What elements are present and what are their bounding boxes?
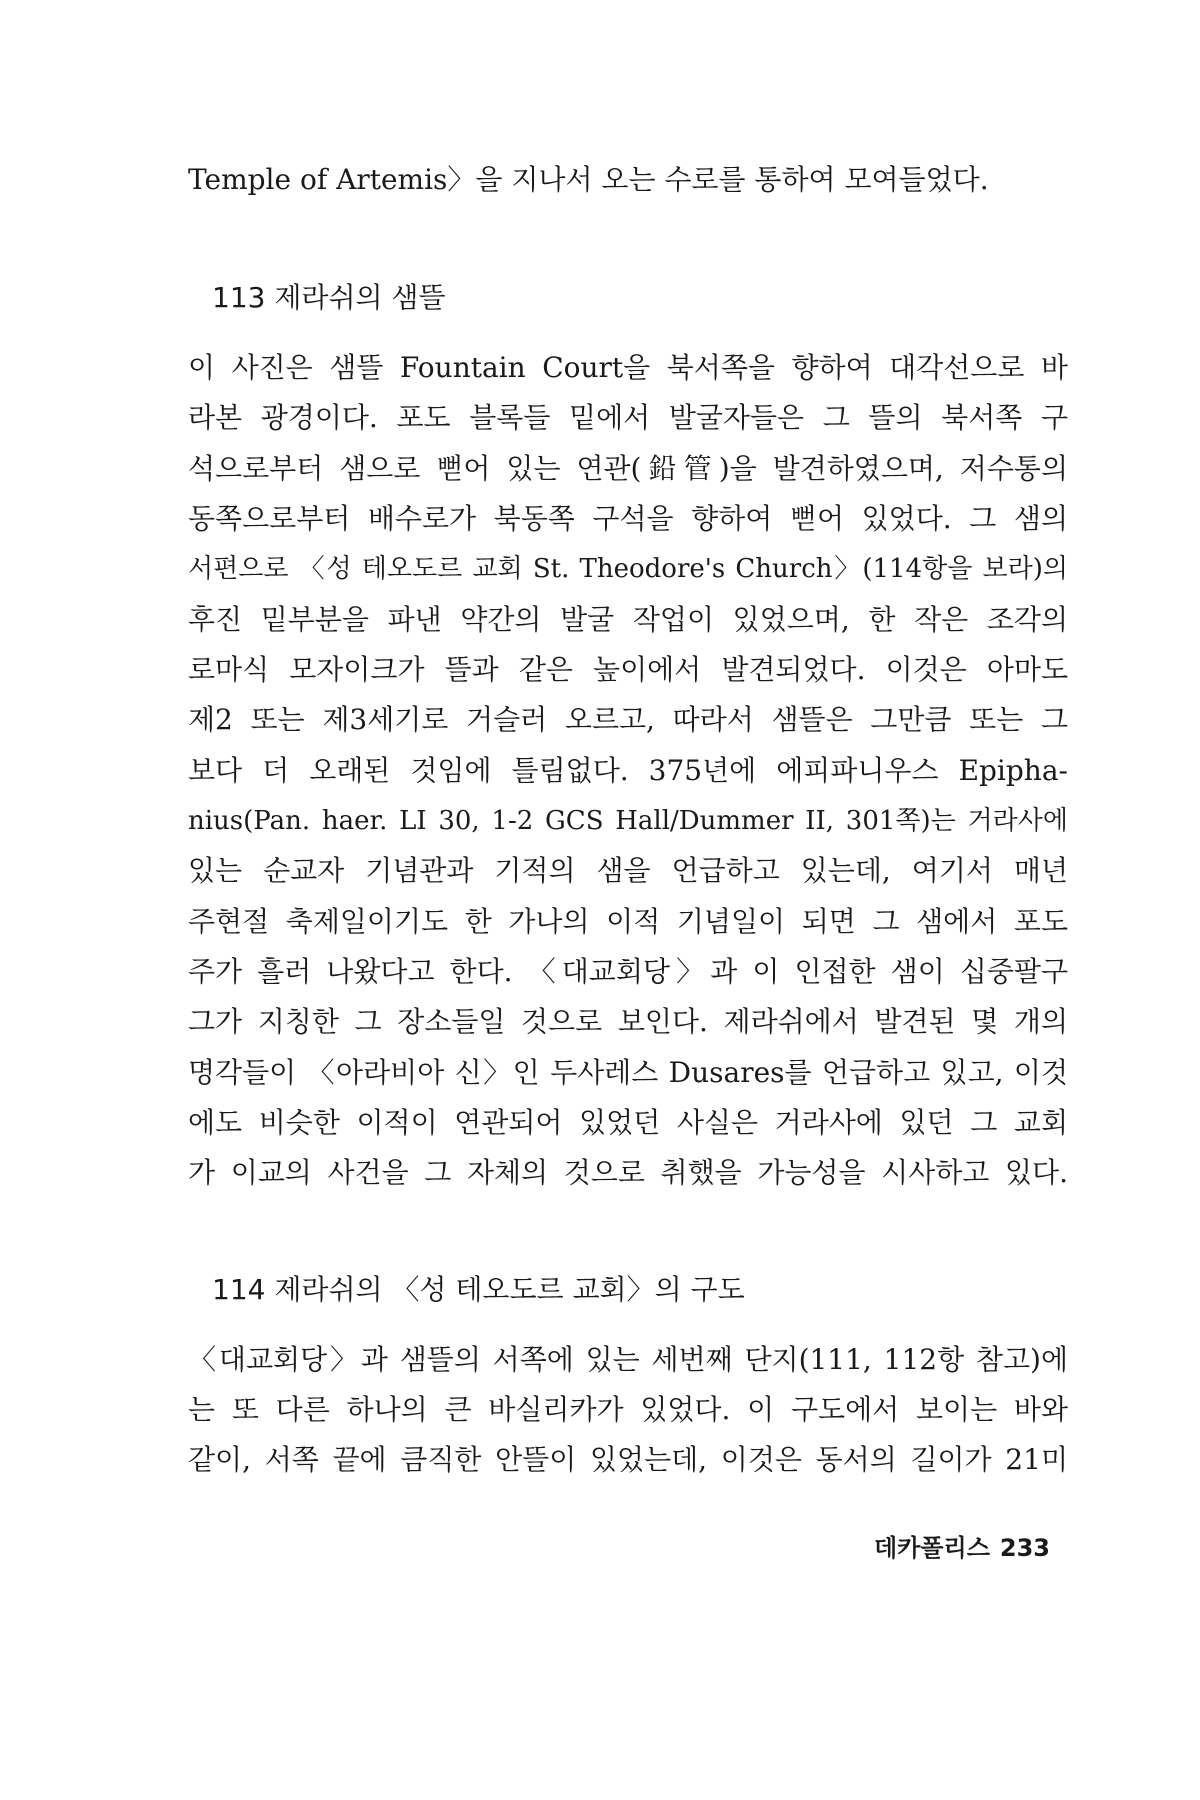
paragraph-line: 같이, 서쪽 끝에 큼직한 안뜰이 있었는데, 이것은 동서의 길이가 21미 (188, 1443, 1068, 1476)
paragraph-line: 석으로부터 샘으로 뻗어 있는 연관(鉛管)을 발견하였으며, 저수통의 (188, 452, 1068, 485)
paragraph-line: 그가 지칭한 그 장소들일 것으로 보인다. 제라쉬에서 발견된 몇 개의 (188, 1005, 1068, 1038)
paragraph-line: 에도 비슷한 이적이 연관되어 있었던 사실은 거라사에 있던 그 교회 (188, 1106, 1068, 1139)
paragraph-line: 있는 순교자 기념관과 기적의 샘을 언급하고 있는데, 여기서 매년 (188, 854, 1068, 887)
paragraph-line: 는 또 다른 하나의 큰 바실리카가 있었다. 이 구도에서 보이는 바와 (188, 1393, 1068, 1426)
page-number: 233 (999, 1534, 1050, 1562)
paragraph-line: 로마식 모자이크가 뜰과 같은 높이에서 발견되었다. 이것은 아마도 (188, 653, 1068, 686)
paragraph-line: 〈대교회당〉과 샘뜰의 서쪽에 있는 세번째 단지(111, 112항 참고)에 (188, 1343, 1068, 1376)
paragraph-line: 라본 광경이다. 포도 블록들 밑에서 발굴자들은 그 뜰의 북서쪽 구 (188, 401, 1068, 434)
section-113-heading: 113 제라쉬의 샘뜰 (212, 281, 446, 314)
running-title: 데카폴리스 (873, 1534, 990, 1562)
paragraph-line: 제2 또는 제3세기로 거슬러 오르고, 따라서 샘뜰은 그만큼 또는 그 (188, 703, 1068, 736)
paragraph-line: 가 이교의 사건을 그 자체의 것으로 취했을 가능성을 시사하고 있다. (188, 1156, 1068, 1189)
paragraph-line: 명각들이 〈아라비아 신〉인 두사레스 Dusares를 언급하고 있고, 이것 (188, 1056, 1068, 1089)
paragraph-line: 서편으로 〈성 테오도르 교회 St. Theodore's Church〉(114항을 보라)의 (188, 554, 1068, 584)
paragraph-line: 주가 흘러 나왔다고 한다. 〈대교회당〉과 이 인접한 샘이 십중팔구 (188, 955, 1068, 988)
paragraph-line: 주현절 축제일이기도 한 가나의 이적 기념일이 되면 그 샘에서 포도 (188, 905, 1068, 938)
section-114-heading: 114 제라쉬의 〈성 테오도르 교회〉의 구도 (212, 1273, 745, 1306)
paragraph-line: 보다 더 오래된 것임에 틀림없다. 375년에 에피파니우스 Epipha- (188, 754, 1068, 787)
paragraph-line: 후진 밑부분을 파낸 약간의 발굴 작업이 있었으며, 한 작은 조각의 (188, 603, 1068, 636)
paragraph-line: nius(Pan. haer. LI 30, 1-2 GCS Hall/Dummer II, 301쪽)는 거라사에 (188, 806, 1068, 836)
page-footer (874, 1528, 1050, 1563)
paragraph-line: 이 사진은 샘뜰 Fountain Court을 북서쪽을 향하여 대각선으로 바 (188, 351, 1068, 384)
paragraph-line: 동쪽으로부터 배수로가 북동쪽 구석을 향하여 뻗어 있었다. 그 샘의 (188, 502, 1068, 535)
intro-line: Temple of Artemis〉을 지나서 오는 수로를 통하여 모여들었다. (188, 163, 989, 196)
